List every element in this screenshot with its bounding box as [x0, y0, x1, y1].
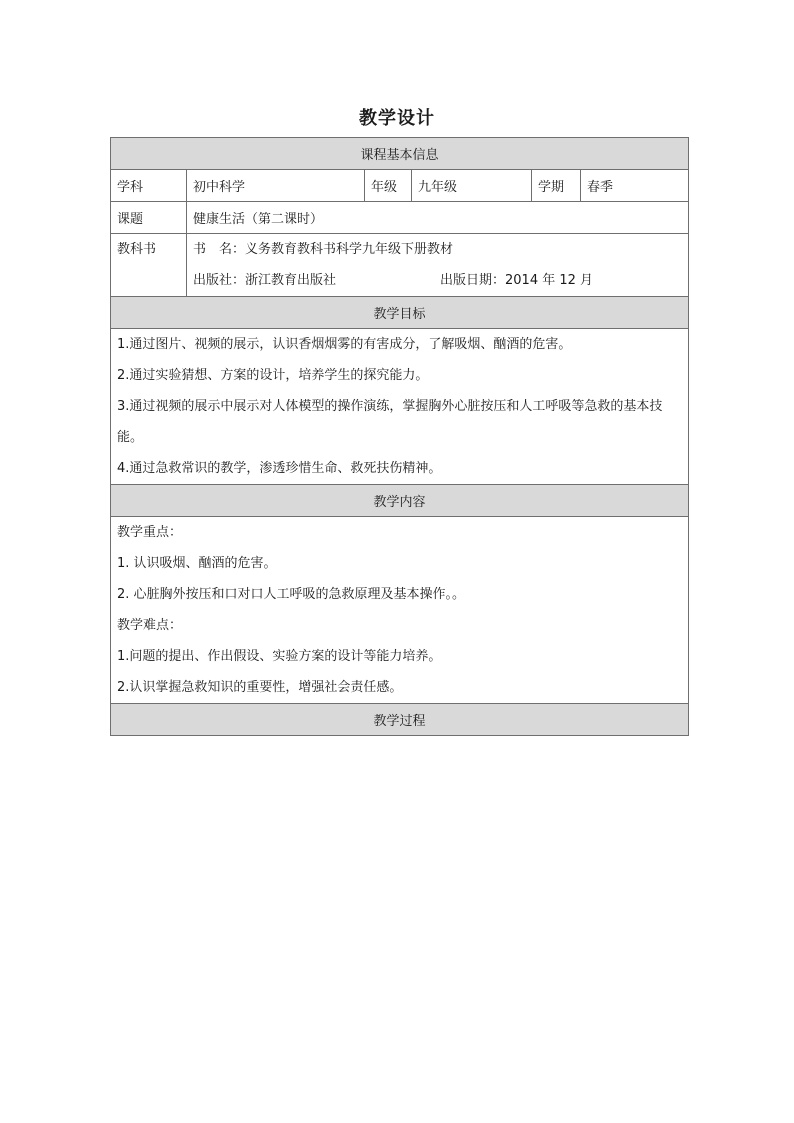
- term-label: 学期: [532, 170, 581, 202]
- objectives-cell: [111, 329, 689, 485]
- objective-item: 3.通过视频的展示中展示对人体模型的操作演练，掌握胸外心脏按压和人工呼吸等急救的基本技能。: [117, 399, 663, 445]
- subject-row: [111, 170, 689, 202]
- subject-label: 学科: [111, 170, 187, 202]
- section-title-objectives: 教学目标: [111, 297, 689, 329]
- publisher-text: 出版社：浙江教育出版社: [193, 273, 337, 288]
- section-header-objectives: [111, 297, 689, 329]
- topic-row: [111, 202, 689, 234]
- textbook-label: 教科书: [111, 234, 187, 297]
- section-header-content: [111, 485, 689, 517]
- content-row: [111, 517, 689, 704]
- grade-label: 年级: [365, 170, 412, 202]
- document-title: 教学设计: [359, 108, 435, 129]
- difficult-point-item: 2.认识掌握急救知识的重要性，增强社会责任感。: [117, 680, 403, 695]
- difficult-point-item: 1.问题的提出、作出假设、实验方案的设计等能力培养。: [117, 649, 442, 664]
- term-value: 春季: [581, 170, 689, 202]
- objective-item: 2.通过实验猜想、方案的设计，培养学生的探究能力。: [117, 368, 429, 383]
- lesson-plan-table: [110, 137, 689, 736]
- objectives-row: [111, 329, 689, 485]
- objective-item: 4.通过急救常识的教学，渗透珍惜生命、救死扶伤精神。: [117, 461, 442, 476]
- textbook-info: [187, 234, 689, 297]
- textbook-row: [111, 234, 689, 297]
- publisher-info-line: [193, 265, 682, 296]
- section-title-content: 教学内容: [111, 485, 689, 517]
- book-name-line: 书 名：义务教育教科书科学九年级下册教材: [193, 242, 454, 257]
- key-point-item: 1. 认识吸烟、酗酒的危害。: [117, 556, 277, 571]
- section-title-basic-info: 课程基本信息: [111, 138, 689, 170]
- difficult-points-heading: 教学难点：: [117, 618, 183, 633]
- publish-date-text: 出版日期：2014 年 12 月: [440, 273, 594, 288]
- section-title-process: 教学过程: [111, 704, 689, 736]
- section-header-basic-info: [111, 138, 689, 170]
- objective-item: 1.通过图片、视频的展示，认识香烟烟雾的有害成分，了解吸烟、酗酒的危害。: [117, 337, 572, 352]
- content-cell: [111, 517, 689, 704]
- section-header-process: [111, 704, 689, 736]
- topic-label: 课题: [111, 202, 187, 234]
- topic-value: 健康生活（第二课时）: [187, 202, 689, 234]
- subject-value: 初中科学: [187, 170, 365, 202]
- key-points-heading: 教学重点：: [117, 525, 183, 540]
- key-point-item: 2. 心脏胸外按压和口对口人工呼吸的急救原理及基本操作。。: [117, 587, 466, 602]
- grade-value: 九年级: [412, 170, 532, 202]
